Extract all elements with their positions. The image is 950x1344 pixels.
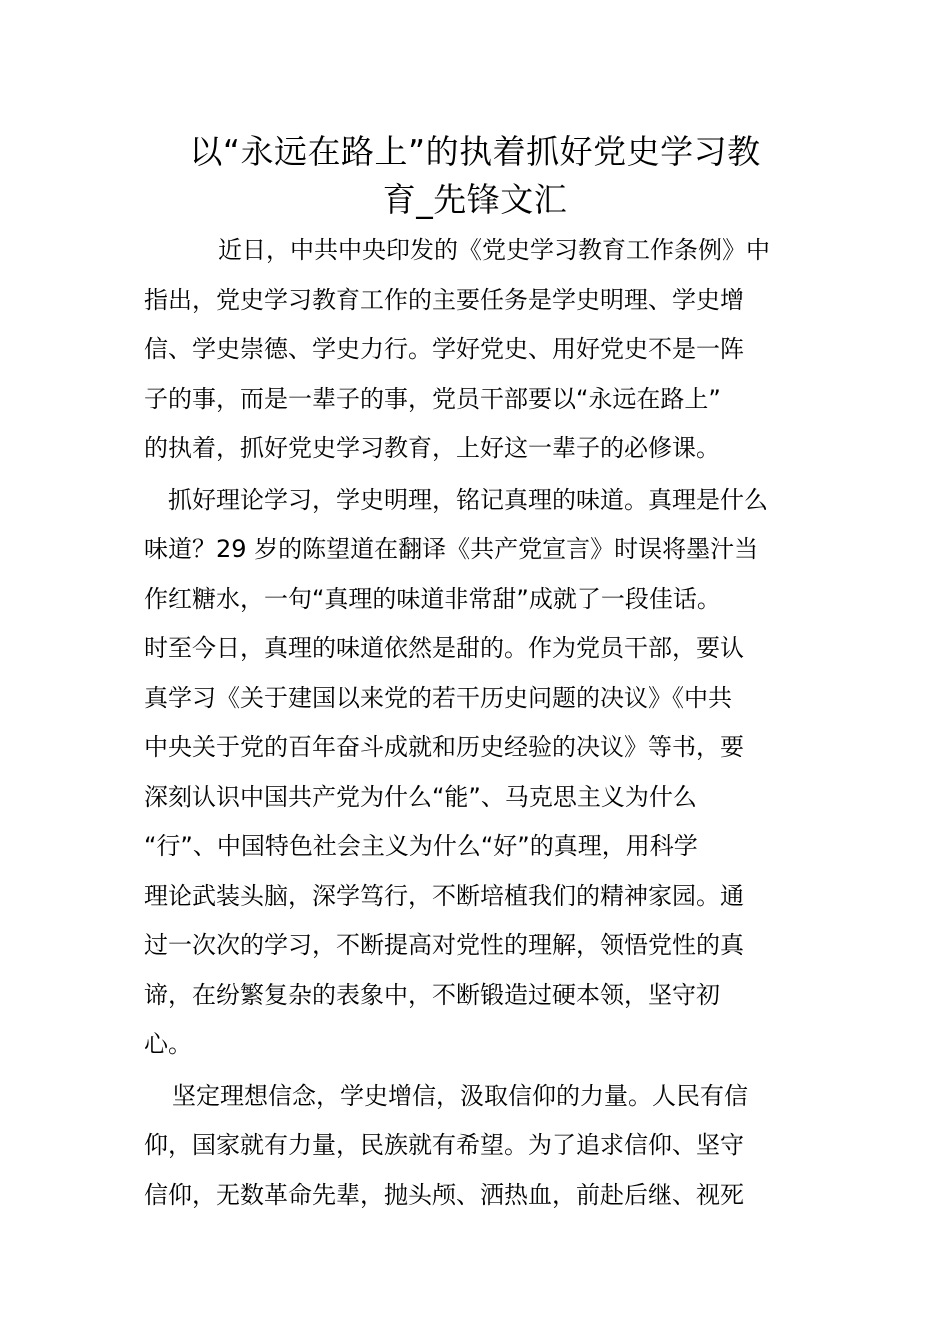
paragraph — [144, 226, 808, 474]
paragraph-line: 作红糖水，一句“真理的味道非常甜”成就了一段佳话。 — [144, 584, 721, 613]
paragraph-line: 近日，中共中央印发的《党史学习教育工作条例》中 — [218, 236, 770, 264]
paragraph-line: 仰，国家就有力量，民族就有希望。为了追求信仰、坚守 — [144, 1131, 744, 1159]
paragraph-line: 信、学史崇德、学史力行。学好党史、用好党史不是一阵 — [144, 335, 744, 363]
title-line: 育_先锋文汇 — [382, 180, 568, 219]
paragraph-line: “行”、中国特色社会主义为什么“好”的真理，用科学 — [144, 832, 698, 860]
paragraph-line: 指出，党史学习教育工作的主要任务是学史明理、学史增 — [144, 285, 744, 314]
paragraph-line: 心。 — [144, 1030, 192, 1058]
paragraph-line: 的执着，抓好党史学习教育，上好这一辈子的必修课。 — [144, 434, 720, 462]
paragraph-line: 过一次次的学习，不断提高对党性的理解，领悟党性的真 — [144, 931, 744, 959]
paragraph-line: 坚定理想信念，学史增信，汲取信仰的力量。人民有信 — [172, 1081, 748, 1110]
paragraph-line: 抓好理论学习，学史明理，铭记真理的味道。真理是什么 — [168, 485, 768, 514]
paragraph-line: 真学习《关于建国以来党的若干历史问题的决议》《中共 — [144, 683, 732, 712]
paragraph-line: 味道？29 岁的陈望道在翻译《共产党宣言》时误将墨汁当 — [144, 535, 759, 563]
paragraph-line: 信仰，无数革命先辈，抛头颅、洒热血，前赴后继、视死 — [144, 1180, 744, 1209]
paragraph-line: 理论武装头脑，深学笃行，不断培植我们的精神家园。通 — [144, 881, 744, 910]
paragraph-line: 子的事，而是一辈子的事，党员干部要以“永远在路上” — [144, 384, 721, 413]
paragraph-line: 中央关于党的百年奋斗成就和历史经验的决议》等书，要 — [144, 733, 744, 761]
title-line: 以“永远在路上”的执着抓好党史学习教 — [189, 132, 761, 171]
paragraph-line: 深刻认识中国共产党为什么“能”、马克思主义为什么 — [144, 782, 697, 811]
document-body — [144, 226, 808, 1220]
paragraph — [144, 1072, 808, 1221]
paragraph-line: 时至今日，真理的味道依然是甜的。作为党员干部，要认 — [144, 634, 744, 662]
document-title — [140, 128, 810, 224]
paragraph-line: 谛，在纷繁复杂的表象中，不断锻造过硬本领，坚守初 — [144, 980, 720, 1009]
paragraph — [144, 476, 808, 1070]
